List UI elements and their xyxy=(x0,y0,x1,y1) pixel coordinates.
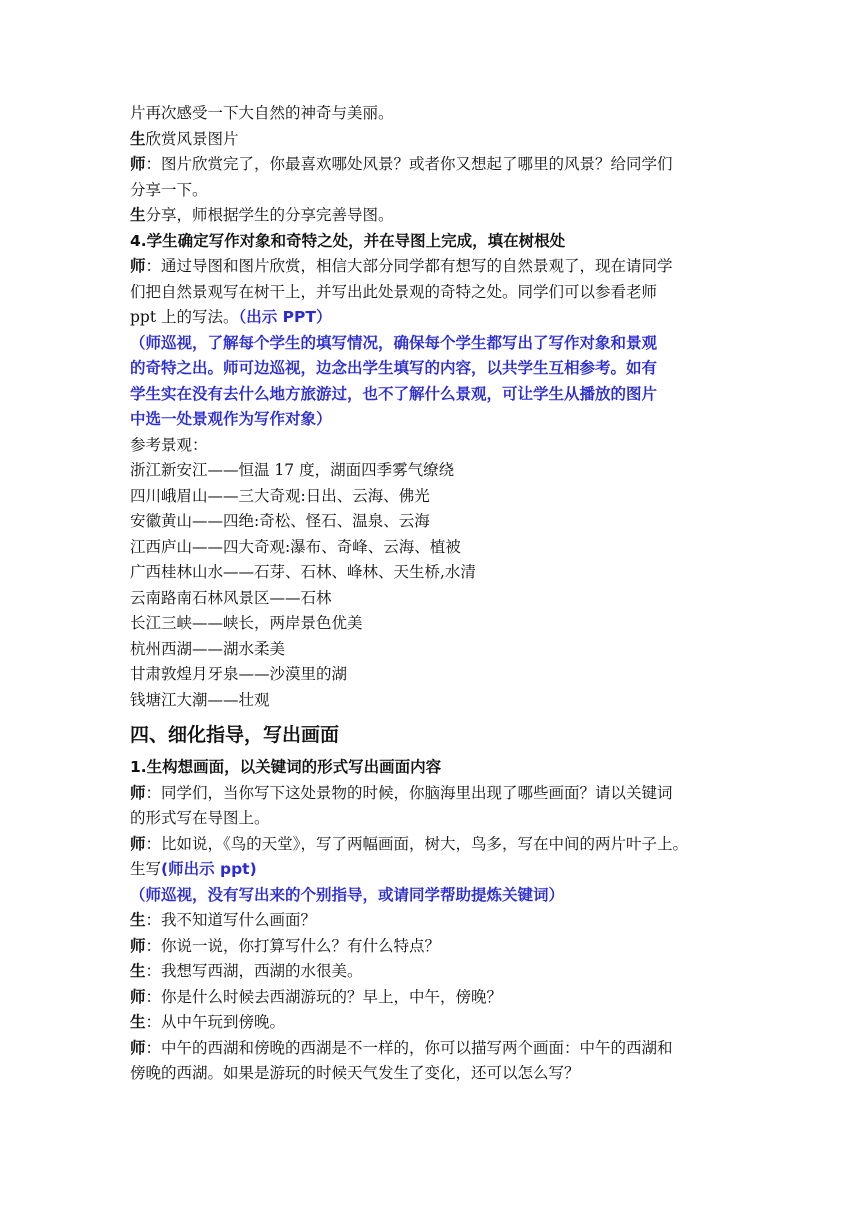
speaker-label: 生 xyxy=(130,911,146,929)
paragraph-text: ：图片欣赏完了，你最喜欢哪处风景？或者你又想起了哪里的风景？给同学们 xyxy=(145,155,673,173)
speaker-label: 师 xyxy=(130,257,146,275)
reference-item: 杭州西湖——湖水柔美 xyxy=(130,639,286,658)
teacher-note-line: （师巡视，没有写出来的个别指导，或请同学帮助提炼关键词） xyxy=(130,885,565,904)
paragraph xyxy=(130,203,735,229)
teacher-note-line: 学生实在没有去什么地方旅游过，也不了解什么景观，可让学生从播放的图片 xyxy=(130,384,658,403)
reference-item: 浙江新安江——恒温 17 度，湖面四季雾气缭绕 xyxy=(130,461,455,479)
section-heading: 四、细化指导，写出画面 xyxy=(130,724,340,746)
step-heading: 4.学生确定写作对象和奇特之处，并在导图上完成，填在树根处 xyxy=(130,231,566,250)
speaker-label: 师 xyxy=(130,987,146,1006)
dialog-line xyxy=(130,985,735,1011)
paragraph-text: 欣赏风景图片 xyxy=(145,129,239,148)
speaker-label: 师 xyxy=(130,783,146,802)
speaker-label: 生 xyxy=(130,206,146,224)
paragraph xyxy=(130,127,735,153)
paragraph xyxy=(130,152,735,178)
speaker-label: 生 xyxy=(130,962,146,980)
paragraph xyxy=(130,1036,735,1062)
reference-item: 江西庐山——四大奇观:瀑布、奇峰、云海、植被 xyxy=(130,537,461,556)
reference-item: 长江三峡——峡长，两岸景色优美 xyxy=(130,614,363,632)
paragraph-continuation: 傍晚的西湖。如果是游玩的时候天气发生了变化，还可以怎么写？ xyxy=(130,1064,580,1082)
dialog-text: ：我不知道写什么画面？ xyxy=(145,911,317,929)
step-heading: 1.生构想画面，以关键词的形式写出画面内容 xyxy=(130,758,442,776)
speaker-label: 师 xyxy=(130,155,146,173)
dialog-text: ：我想写西湖，西湖的水很美。 xyxy=(145,962,363,980)
paragraph-text: ：同学们，当你写下这处景物的时候，你脑海里出现了哪些画面？请以关键词 xyxy=(145,783,673,802)
teacher-note-line: 中选一处景观作为写作对象） xyxy=(130,410,332,428)
teacher-note: （出示 PPT） xyxy=(238,308,332,326)
dialog-line xyxy=(130,1010,735,1036)
paragraph-text: ：通过导图和图片欣赏，相信大部分同学都有想写的自然景观了，现在请同学 xyxy=(145,257,673,275)
reference-title: 参考景观： xyxy=(130,435,208,454)
paragraph xyxy=(130,857,735,883)
paragraph: 片再次感受一下大自然的神奇与美丽。 xyxy=(130,104,394,122)
paragraph-continuation xyxy=(130,305,735,331)
teacher-note-line: （师巡视，了解每个学生的填写情况，确保每个学生都写出了写作对象和景观 xyxy=(130,333,658,352)
paragraph-continuation: 们把自然景观写在树干上，并写出此处景观的奇特之处。同学们可以参看老师 xyxy=(130,282,658,301)
reference-item: 云南路南石林风景区——石林 xyxy=(130,588,332,607)
paragraph-text: ：比如说，《鸟的天堂》，写了两幅画面，树大，鸟多，写在中间的两片叶子上。 xyxy=(145,834,689,853)
paragraph-continuation: 的形式写在导图上。 xyxy=(130,809,270,827)
paragraph-continuation: 分享一下。 xyxy=(130,180,208,199)
document-page xyxy=(130,101,735,1087)
speaker-label: 师 xyxy=(130,834,146,853)
dialog-line xyxy=(130,908,735,934)
reference-item: 钱塘江大潮——壮观 xyxy=(130,690,270,709)
speaker-label: 师 xyxy=(130,1038,146,1057)
reference-item: 广西桂林山水——石芽、石林、峰林、天生桥,水清 xyxy=(130,563,476,581)
dialog-line xyxy=(130,934,735,960)
paragraph xyxy=(130,832,735,858)
paragraph-text: 生写 xyxy=(130,860,162,878)
teacher-note-line: 的奇特之出。师可边巡视，边念出学生填写的内容，以共学生互相参考。如有 xyxy=(130,359,658,377)
reference-item: 四川峨眉山——三大奇观:日出、云海、佛光 xyxy=(130,486,430,505)
dialog-text: ：你是什么时候去西湖游玩的？早上，中午，傍晚？ xyxy=(145,987,503,1006)
dialog-line xyxy=(130,959,735,985)
speaker-label: 生 xyxy=(130,129,146,148)
paragraph-text: ：中午的西湖和傍晚的西湖是不一样的，你可以描写两个画面：中午的西湖和 xyxy=(145,1038,673,1057)
reference-item: 甘肃敦煌月牙泉——沙漠里的湖 xyxy=(130,665,348,683)
teacher-note: (师出示 ppt) xyxy=(161,860,257,878)
dialog-text: ：你说一说，你打算写什么？有什么特点？ xyxy=(145,936,441,955)
speaker-label: 师 xyxy=(130,936,146,955)
paragraph xyxy=(130,254,735,280)
paragraph xyxy=(130,781,735,807)
paragraph-text: 分享，师根据学生的分享完善导图。 xyxy=(145,206,394,224)
speaker-label: 生 xyxy=(130,1013,146,1031)
reference-item: 安徽黄山——四绝:奇松、怪石、温泉、云海 xyxy=(130,512,430,530)
paragraph-text: ppt 上的写法。 xyxy=(130,308,239,326)
dialog-text: ：从中午玩到傍晚。 xyxy=(145,1013,286,1031)
